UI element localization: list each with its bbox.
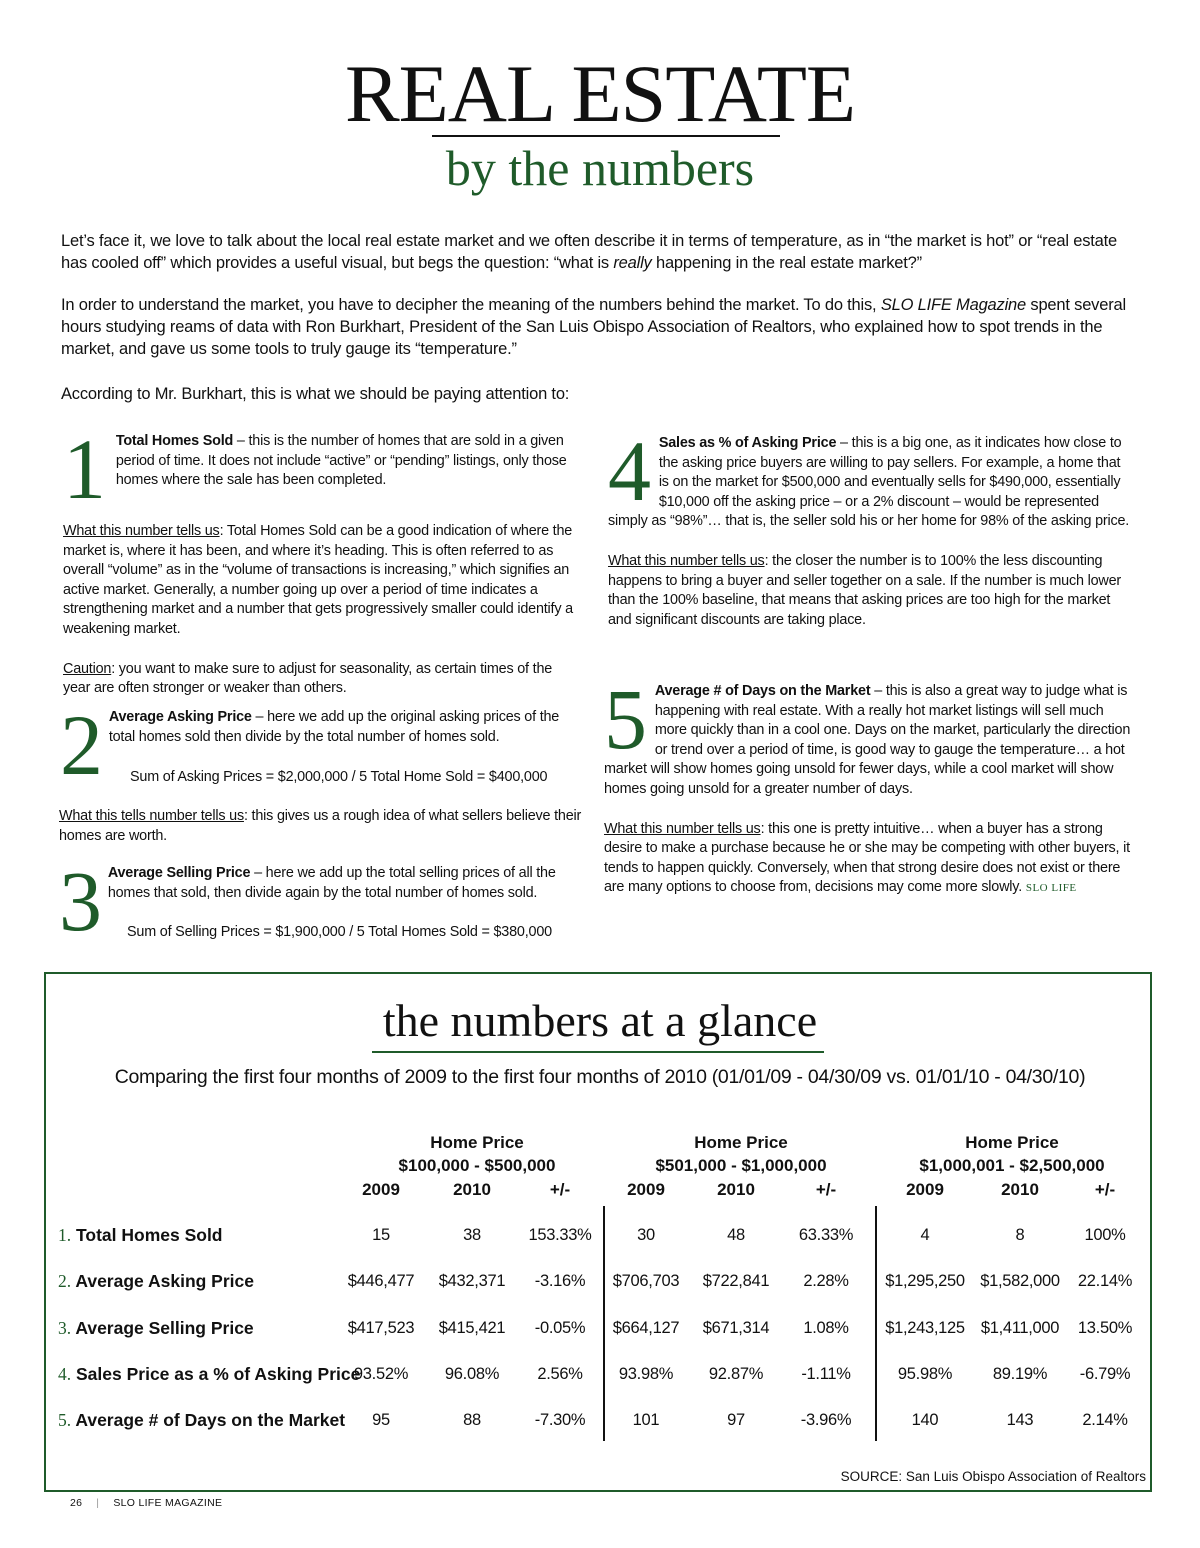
intro-text: In order to understand the market, you have to decipher the meaning of the numbers behind the market. To do this, [61, 296, 881, 314]
row-label [58, 1408, 345, 1432]
group-range: $501,000 - $1,000,000 [655, 1156, 827, 1175]
item-explanation [63, 522, 581, 640]
table-cell: 15 [372, 1226, 390, 1244]
item-number: 2 [60, 697, 103, 793]
explanation-text: : the closer the number is to 100% the less discounting happens to bring a buyer and seller together on a sale. If the number is much lower than the 100% baseline, that means that asking prices are too high for the market and significant discounts are taking place. [608, 552, 1121, 628]
table-cell: 93.98% [618, 1365, 674, 1383]
table-cell: $432,371 [438, 1272, 506, 1290]
item-5 [604, 671, 1134, 899]
table-cell: $415,421 [438, 1319, 506, 1337]
col-header-2010: 2010 [1001, 1180, 1039, 1199]
item-definition: – this is a big one, as it indicates how close to the asking price buyers are willing to pay sellers. For example, a home that is on the market for $500,000 and eventually sells for $490,000, essentially $10,000 off the asking price – or a 2% discount – would be represented simply as “98%”… that is, the seller sold his or her home for 98% of the asking price. [608, 435, 1130, 530]
item-definition: – here we add up the original asking prices of the total homes sold then divide by the total number of homes sold. [108, 709, 560, 745]
table-cell: 153.33% [528, 1226, 592, 1244]
item-1 [63, 421, 581, 699]
table-cell: 96.08% [444, 1365, 500, 1383]
col-header-2009: 2009 [627, 1180, 665, 1199]
explanation-label: What this number tells us [63, 523, 220, 539]
explanation-text: : Total Homes Sold can be a good indication of where the market is, where it has been, and where it’s heading. This is often referred to as overall “volume” as in the “volume of transactions is increasing,” which signifies an active market. Generally, a number going up over a period of time indicates a strengthening market and a number that gets progressively smaller could identify a weakening market. [63, 523, 573, 637]
table-cell: $1,411,000 [980, 1319, 1060, 1337]
row-label [58, 1269, 254, 1293]
group-title: Home Price [965, 1133, 1059, 1152]
row-label-text: Average Selling Price [75, 1318, 254, 1338]
table-cell: -3.16% [534, 1272, 586, 1290]
item-term: Average Selling Price [107, 865, 251, 881]
table-cell: 63.33% [798, 1226, 854, 1244]
item-definition: – here we add up the total selling prices of all the homes that sold, then divide again by the total number of homes sold. [107, 865, 556, 901]
table-cell: $1,582,000 [980, 1272, 1060, 1290]
table-cell: 13.50% [1077, 1319, 1133, 1337]
group-title: Home Price [694, 1133, 788, 1152]
item-2-explanation [59, 807, 584, 846]
table-cell: $417,523 [347, 1319, 415, 1337]
table-cell: 88 [463, 1411, 481, 1429]
table-cell: -1.11% [801, 1365, 851, 1383]
item-3-formula: Sum of Selling Prices = $1,900,000 / 5 Total Homes Sold = $380,000 [127, 924, 552, 940]
title-divider [432, 135, 780, 137]
glance-divider [372, 1051, 824, 1053]
page-number: 26 [70, 1497, 83, 1509]
item-explanation [604, 820, 1134, 899]
row-number: 1. [58, 1225, 72, 1245]
col-header-change: +/- [1094, 1180, 1116, 1199]
group-header-1 [377, 1131, 577, 1177]
footer-separator: | [96, 1497, 100, 1509]
row-label [58, 1223, 223, 1247]
item-number: 5 [604, 671, 647, 767]
intro-text: spent several hours studying reams of data with Ron Burkhart, President of the San Luis Obispo Association of Realtors, who explained how to spot trends in the market, and gave us some tools to truly gauge its “temperature.” [61, 296, 1126, 358]
col-header-2010: 2010 [453, 1180, 491, 1199]
publication-name: SLO LIFE MAGAZINE [113, 1497, 223, 1509]
col-header-2010: 2010 [717, 1180, 755, 1199]
item-number: 1 [63, 421, 106, 517]
explanation-label: What this number tells us [608, 552, 765, 569]
table-cell: 30 [637, 1226, 655, 1244]
magazine-name: SLO LIFE Magazine [880, 296, 1027, 314]
table-cell: -7.30% [534, 1411, 586, 1429]
group-title: Home Price [430, 1133, 524, 1152]
table-cell: 22.14% [1077, 1272, 1133, 1290]
row-label-text: Average Asking Price [75, 1271, 254, 1291]
signoff-mark: SLO LIFE [1025, 882, 1077, 895]
table-cell: 2.14% [1082, 1411, 1128, 1429]
table-cell: $664,127 [612, 1319, 680, 1337]
group-range: $100,000 - $500,000 [398, 1156, 556, 1175]
table-cell: 2.28% [803, 1272, 849, 1290]
item-term: Total Homes Sold [115, 433, 234, 449]
table-cell: 4 [920, 1226, 930, 1244]
intro-text: happening in the real estate market?” [651, 254, 922, 272]
intro-text: Let’s face it, we love to talk about the local real estate market and we often describe it in terms of temperature, as in “the market is hot” or “real estate has cooled off” which provides a useful visual, but begs the question: “what is [61, 232, 1117, 272]
explanation-text: : this gives us a rough idea of what sellers believe their homes are worth. [59, 808, 582, 844]
row-label-text: Average # of Days on the Market [75, 1410, 346, 1430]
item-number: 3 [59, 853, 102, 949]
table-cell: 48 [727, 1226, 745, 1244]
caution-text: : you want to make sure to adjust for seasonality, as certain times of the year are often stronger or weaker than others. [63, 660, 553, 697]
col-header-2009: 2009 [362, 1180, 400, 1199]
table-cell: $446,477 [347, 1272, 415, 1290]
intro-emphasis: really [613, 254, 652, 272]
page-title: REAL ESTATE [344, 48, 856, 139]
item-definition: – this is also a great way to judge what is happening with real estate. With a really hot market listings will sell much more quickly than in a cool one. Days on the market, particularly the direction or trend over a period of time, is good way to gauge the temperature… a hot market will show homes going unsold for fewer days, while a cool market will show homes going unsold for a greater number of days. [604, 683, 1131, 797]
item-caution [63, 660, 581, 699]
row-number: 2. [58, 1271, 72, 1291]
row-label-text: Total Homes Sold [76, 1225, 223, 1245]
table-cell: 100% [1084, 1226, 1126, 1244]
table-cell: 97 [727, 1411, 745, 1429]
col-header-2009: 2009 [906, 1180, 944, 1199]
table-cell: 93.52% [353, 1365, 409, 1383]
explanation-label: What this number tells us [604, 820, 761, 837]
group-header-2 [630, 1131, 852, 1177]
intro-paragraph-1 [61, 230, 1141, 274]
item-term: Average Asking Price [108, 709, 252, 725]
table-cell: $1,295,250 [885, 1272, 965, 1290]
glance-subtitle: Comparing the first four months of 2009 to the first four months of 2010 (01/01/09 - 04/30/09 vs. 01/01/10 - 04/30/10) [114, 1066, 1086, 1088]
table-cell: $722,841 [702, 1272, 770, 1290]
table-cell: $706,703 [612, 1272, 680, 1290]
col-header-change: +/- [549, 1180, 571, 1199]
table-cell: 2.56% [537, 1365, 583, 1383]
item-definition: – this is the number of homes that are sold in a given period of time. It does not include “active” or “pending” listings, only those homes where the sale has been completed. [115, 433, 567, 489]
page-subtitle: by the numbers [445, 140, 755, 196]
table-cell: 8 [1015, 1226, 1025, 1244]
table-cell: 38 [463, 1226, 481, 1244]
explanation-label: What this tells number tells us [59, 808, 244, 824]
table-cell: $671,314 [702, 1319, 770, 1337]
item-explanation [608, 552, 1133, 630]
explanation-text: : this one is pretty intuitive… when a buyer has a strong desire to make a purchase because he or she may be competing with other buyers, it tends to happen quickly. Conversely, when that strong desire does not exist or there are many options to choose from, decisions may come more slowly. [604, 820, 1130, 896]
source-note: SOURCE: San Luis Obispo Association of Realtors [840, 1469, 1146, 1484]
item-4 [608, 423, 1133, 630]
table-cell: 143 [1006, 1411, 1034, 1429]
row-number: 4. [58, 1364, 72, 1384]
table-cell: -3.96% [800, 1411, 852, 1429]
item-2-formula: Sum of Asking Prices = $2,000,000 / 5 Total Home Sold = $400,000 [130, 769, 548, 785]
table-cell: $1,243,125 [885, 1319, 965, 1337]
glance-title: the numbers at a glance [382, 995, 818, 1046]
table-cell: 101 [632, 1411, 660, 1429]
table-cell: -6.79% [1079, 1365, 1131, 1383]
row-number: 5. [58, 1410, 72, 1430]
item-term: Sales as % of Asking Price [658, 435, 837, 451]
table-cell: 140 [911, 1411, 939, 1429]
table-cell: 1.08% [803, 1319, 849, 1337]
group-header-3 [892, 1131, 1132, 1177]
table-cell: 89.19% [992, 1365, 1048, 1383]
intro-paragraph-3: According to Mr. Burkhart, this is what we should be paying attention to: [61, 385, 570, 403]
table-cell: 95 [372, 1411, 390, 1429]
row-label [58, 1362, 360, 1386]
row-number: 3. [58, 1318, 72, 1338]
row-label [58, 1316, 254, 1340]
item-term: Average # of Days on the Market [654, 683, 871, 699]
table-cell: -0.05% [534, 1319, 586, 1337]
caution-label: Caution [63, 660, 112, 677]
item-number: 4 [608, 423, 651, 519]
intro-paragraph-2 [61, 294, 1141, 360]
col-header-change: +/- [815, 1180, 837, 1199]
group-range: $1,000,001 - $2,500,000 [919, 1156, 1105, 1175]
page-footer [70, 1496, 222, 1510]
row-label-text: Sales Price as a % of Asking Price [76, 1364, 361, 1384]
table-cell: 92.87% [708, 1365, 764, 1383]
table-cell: 95.98% [897, 1365, 953, 1383]
